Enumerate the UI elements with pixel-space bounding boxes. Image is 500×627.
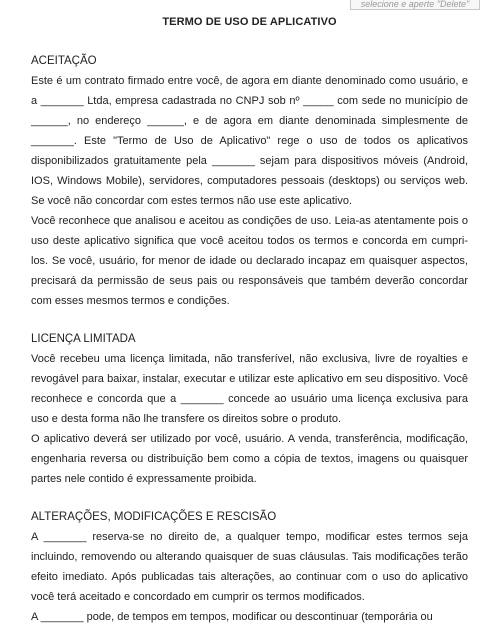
paragraph: Você recebeu uma licença limitada, não transferível, não exclusiva, livre de royalties e revogável para baixar, instalar, executar e utilizar este aplicativo em seu dispositivo. Você reconhece e concorda que a _______ concede ao usuário uma licença exclusiva para uso e desta forma não lhe transfere os direitos sobre o produto. <box>31 353 468 425</box>
document-page <box>31 0 468 627</box>
section-body-licenca-limitada <box>31 349 468 489</box>
edit-hint-label: selecione e aperte "Delete" <box>350 0 480 10</box>
section-heading-licenca-limitada: LICENÇA LIMITADA <box>31 333 136 345</box>
document-title: TERMO DE USO DE APLICATIVO <box>162 16 337 28</box>
section-heading-aceitacao: ACEITAÇÃO <box>31 55 97 67</box>
section-body-aceitacao <box>31 71 468 311</box>
paragraph: O aplicativo deverá ser utilizado por você, usuário. A venda, transferência, modificação, engenharia reversa ou distribuição bem como a cópia de textos, imagens ou quaisquer partes nele contido é expressamente proibida. <box>31 433 468 485</box>
section-body-alteracoes <box>31 527 468 627</box>
paragraph: Este é um contrato firmado entre você, de agora em diante denominado como usuário, e a _______ Ltda, empresa cadastrada no CNPJ sob nº _____ com sede no município de ______, no endereço ______, e de agora em diante denominada simplesmente de _______. Este "Termo de Uso de Aplicativo" rege o uso de todos os aplicativos disponibilizados gratuitamente pela _______ sejam para dispositivos móveis (Android, IOS, Windows Mobile), servidores, computadores pessoais (desktops) ou serviços web. Se você não concordar com estes termos não use este aplicativo. <box>31 75 468 207</box>
paragraph: A _______ reserva-se no direito de, a qualquer tempo, modificar estes termos seja incluindo, removendo ou alterando quaisquer de suas cláusulas. Tais modificações terão efeito imediato. Após publicadas tais alterações, ao continuar com o uso do aplicativo você terá aceitado e concordado em cumprir os termos modificados. <box>31 531 468 603</box>
paragraph: A _______ pode, de tempos em tempos, modificar ou descontinuar (temporária ou <box>31 611 433 623</box>
section-heading-alteracoes: ALTERAÇÕES, MODIFICAÇÕES E RESCISÃO <box>31 511 277 523</box>
paragraph: Você reconhece que analisou e aceitou as condições de uso. Leia-as atentamente pois o uso deste aplicativo significa que você aceitou todos os termos e concorda em cumpri-los. Se você, usuário, for menor de idade ou declarado incapaz em quaisquer aspectos, precisará da permissão de seus pais ou responsáveis que também deverão concordar com esses mesmos termos e condições. <box>31 215 468 307</box>
